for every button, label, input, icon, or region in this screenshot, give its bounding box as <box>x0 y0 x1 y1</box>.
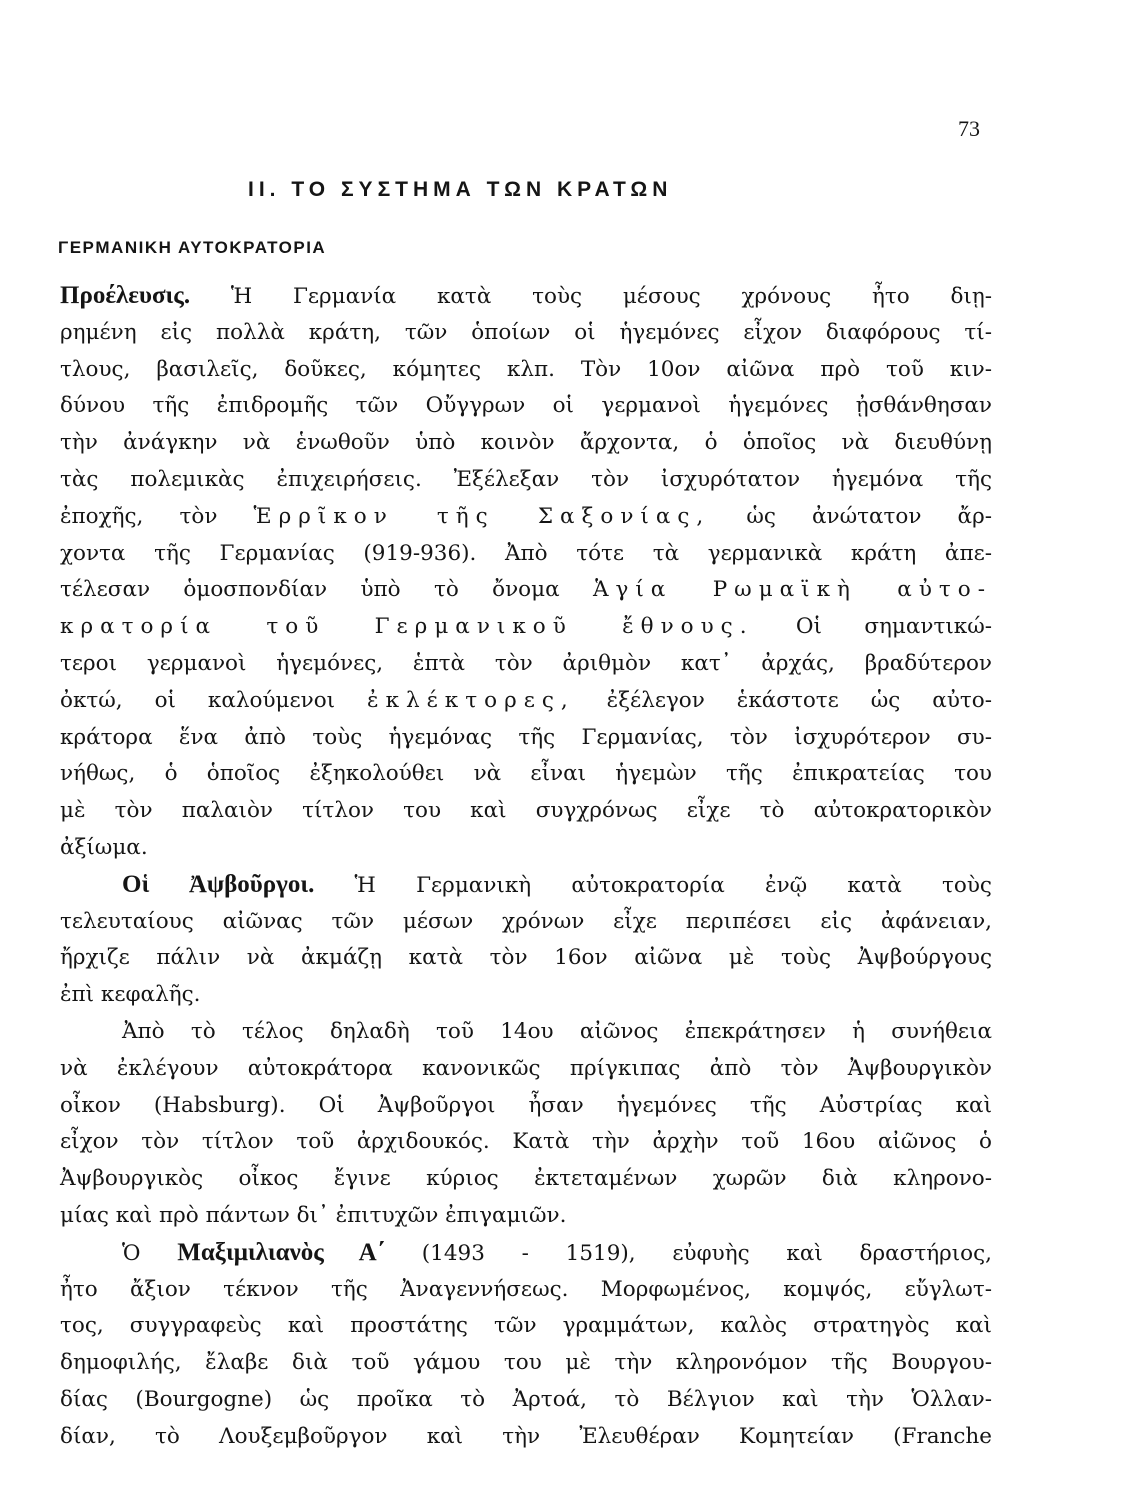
text-line-text: τὰς πολεμικὰς ἐπιχειρήσεις. Ἐξέλεξαν τὸν ἰσχυρότατον ἡγεμόνα τῆς <box>60 466 992 492</box>
text-line-text: δίας (Bourgogne) ὡς προῖκα τὸ Ἀρτοά, τὸ Βέλγιον καὶ τὴν Ὁλλαν- <box>60 1386 992 1412</box>
text-line-spaced: Ἁγία Ρωμαϊκὴ αὐτο- <box>593 577 992 603</box>
text-line <box>60 646 992 683</box>
text-line-post: ἐξέλεγον ἑκάστοτε ὡς αὐτο- <box>574 687 992 713</box>
text-line-text: δύνου τῆς ἐπιδρομῆς τῶν Οὔγγρων οἱ γερμανοὶ ἡγεμόνες ᾐσθάνθησαν <box>60 393 992 419</box>
text-line <box>60 1161 992 1198</box>
text-line <box>60 720 992 757</box>
text-line <box>60 830 992 867</box>
text-line <box>60 1051 992 1088</box>
text-line-text: νὰ ἐκλέγουν αὐτοκράτορα κανονικῶς πρίγκιπας ἀπὸ τὸν Ἀψβουργικὸν <box>60 1055 992 1081</box>
text-line-text: τος, συγγραφεὺς καὶ προστάτης τῶν γραμμάτων, καλὸς στρατηγὸς καὶ <box>60 1313 992 1339</box>
text-line-post: Οἱ σημαντικώ- <box>753 614 992 640</box>
text-line <box>60 683 992 720</box>
text-line-text: κράτορα ἕνα ἀπὸ τοὺς ἡγεμόνας τῆς Γερμανίας, τὸν ἰσχυρότερον συ- <box>60 724 992 750</box>
text-line <box>60 425 992 462</box>
body-text <box>60 278 992 1456</box>
text-line-spaced: ἐκλέκτορες, <box>367 687 575 713</box>
text-line-lead: Μαξιμιλιανὸς Α΄ <box>177 1238 386 1266</box>
text-line-text: χοντα τῆς Γερμανίας (919-936). Ἀπὸ τότε τὰ γερμανικὰ κράτη ἀπε- <box>60 540 992 566</box>
text-line <box>60 1198 992 1235</box>
text-line <box>60 793 992 830</box>
text-line-text: τὴν ἀνάγκην νὰ ἑνωθοῦν ὑπὸ κοινὸν ἄρχοντα, ὁ ὁποῖος νὰ διευθύνῃ <box>60 430 992 456</box>
text-line <box>60 940 992 977</box>
text-line <box>60 1382 992 1419</box>
text-line <box>60 1235 992 1272</box>
text-line-pre: τέλεσαν ὁμοσπονδίαν ὑπὸ τὸ ὄνομα <box>60 577 593 603</box>
text-line <box>60 315 992 352</box>
chapter-heading: ΙΙ. ΤΟ ΣΥΣΤΗΜΑ ΤΩΝ ΚΡΑΤΩΝ <box>248 178 673 201</box>
text-line-text: ἤρχιζε πάλιν νὰ ἀκμάζῃ κατὰ τὸν 16ον αἰῶνα μὲ τοὺς Ἀψβούργους <box>60 945 992 971</box>
text-line-text: Ἡ Γερμανία κατὰ τοὺς μέσους χρόνους ἦτο διῃ- <box>190 284 992 309</box>
text-line <box>60 1419 992 1456</box>
text-line-spaced: Ἑρρῖκον τῆς Σαξονίας, <box>253 503 711 529</box>
text-line-text: οἶκον (Habsburg). Οἱ Ἀψβοῦργοι ἦσαν ἡγεμόνες τῆς Αὐστρίας καὶ <box>60 1092 992 1118</box>
text-line <box>60 1124 992 1161</box>
text-line-text: δημοφιλής, ἔλαβε διὰ τοῦ γάμου του μὲ τὴν κληρονόμον τῆς Βουργου- <box>60 1350 992 1376</box>
text-line-pre: ἐποχῆς, τὸν <box>60 503 254 529</box>
text-line <box>60 977 992 1014</box>
text-line <box>60 904 992 941</box>
text-line-text: Ἡ Γερμανικὴ αὐτοκρατορία ἐνῷ κατὰ τοὺς <box>314 872 992 898</box>
text-line <box>60 756 992 793</box>
text-line-text: εἶχον τὸν τίτλον τοῦ ἀρχιδουκός. Κατὰ τὴν ἀρχὴν τοῦ 16ου αἰῶνος ὁ <box>60 1129 992 1155</box>
text-line-text: τλους, βασιλεῖς, δοῦκες, κόμητες κλπ. Τὸν 10ον αἰῶνα πρὸ τοῦ κιν- <box>60 356 992 382</box>
text-line <box>60 352 992 389</box>
text-line <box>60 867 992 904</box>
text-line-text: ἦτο ἄξιον τέκνον τῆς Ἀναγεννήσεως. Μορφωμένος, κομψός, εὔγλωτ- <box>60 1276 992 1302</box>
text-line <box>60 536 992 573</box>
text-line <box>60 609 992 646</box>
text-line-spaced: κρατορία τοῦ Γερμανικοῦ ἔθνους. <box>60 614 754 640</box>
text-line <box>60 1088 992 1125</box>
page-number: 73 <box>958 116 980 141</box>
text-line-text: ἀξίωμα. <box>60 834 148 860</box>
text-line <box>60 572 992 609</box>
text-line <box>60 1014 992 1051</box>
section-heading: ΓΕΡΜΑΝΙΚΗ ΑΥΤΟΚΡΑΤΟΡΙΑ <box>58 238 327 257</box>
text-line <box>60 278 992 315</box>
text-line-text: δίαν, τὸ Λουξεμβοῦργον καὶ τὴν Ἐλευθέραν Κομητείαν (Franche <box>60 1423 992 1449</box>
text-line-text: μὲ τὸν παλαιὸν τίτλον του καὶ συγχρόνως εἶχε τὸ αὐτοκρατορικὸν <box>60 798 992 824</box>
text-line-text: νήθως, ὁ ὁποῖος ἐξηκολούθει νὰ εἶναι ἡγεμὼν τῆς ἐπικρατείας του <box>60 761 992 787</box>
text-line <box>60 1345 992 1382</box>
text-line <box>60 388 992 425</box>
text-line-text: Ἀψβουργικὸς οἶκος ἔγινε κύριος ἐκτεταμένων χωρῶν διὰ κληρονο- <box>60 1166 992 1192</box>
text-line-text: Ἀπὸ τὸ τέλος δηλαδὴ τοῦ 14ου αἰῶνος ἐπεκράτησεν ἡ συνήθεια <box>122 1018 992 1044</box>
text-line-lead: Προέλευσις. <box>60 282 191 309</box>
text-line-text: ἐπὶ κεφαλῆς. <box>60 982 201 1008</box>
text-line <box>60 1272 992 1309</box>
text-line-pre: ὀκτώ, οἱ καλούμενοι <box>60 687 368 713</box>
text-line-text: ρημένη εἰς πολλὰ κράτη, τῶν ὁποίων οἱ ἡγεμόνες εἶχον διαφόρους τί- <box>60 319 992 345</box>
text-line <box>60 462 992 499</box>
text-line-text: τελευταίους αἰῶνας τῶν μέσων χρόνων εἶχε περιπέσει εἰς ἀφάνειαν, <box>60 908 992 934</box>
text-line-post: ὡς ἀνώτατον ἄρ- <box>710 503 992 529</box>
text-line-lead: Οἱ Ἀψβοῦργοι. <box>122 870 315 898</box>
text-line-text: μίας καὶ πρὸ πάντων δι᾿ ἐπιτυχῶν ἐπιγαμιῶν. <box>60 1202 567 1228</box>
text-line-text: (1493 - 1519), εὐφυὴς καὶ δραστήριος, <box>385 1240 993 1266</box>
text-line <box>60 499 992 536</box>
text-line-text: τεροι γερμανοὶ ἡγεμόνες, ἑπτὰ τὸν ἀριθμὸν κατ᾿ ἀρχάς, βραδύτερον <box>60 650 992 676</box>
text-line-pre: Ὁ <box>122 1240 178 1266</box>
text-line <box>60 1308 992 1345</box>
